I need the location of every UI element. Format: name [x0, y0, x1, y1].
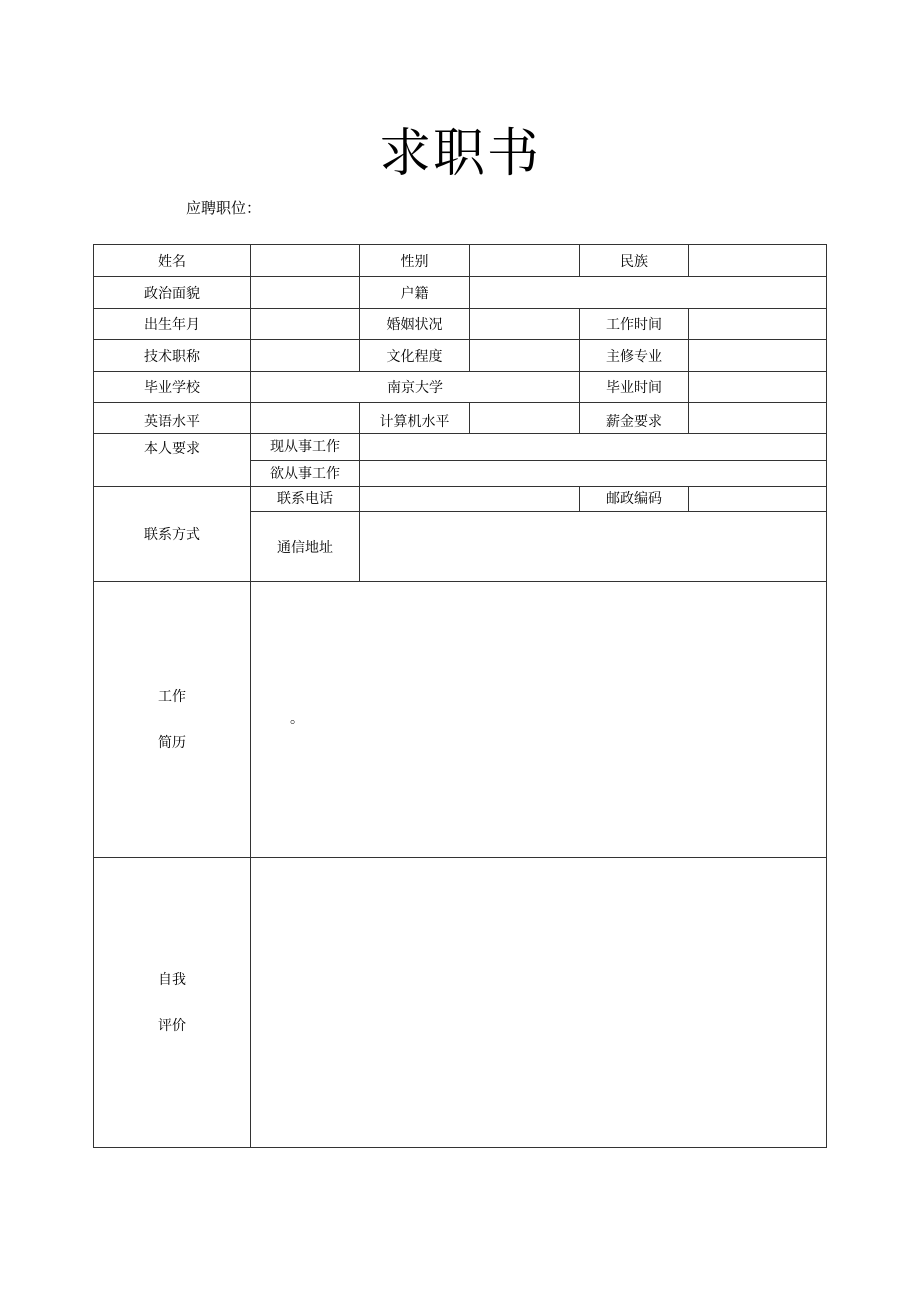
phone-field[interactable] [360, 487, 580, 512]
work-history-field[interactable] [251, 582, 827, 858]
school-field[interactable]: 南京大学 [251, 372, 580, 403]
salary-field[interactable] [689, 403, 827, 434]
ethnicity-label: 民族 [580, 245, 689, 277]
computer-label: 计算机水平 [360, 403, 470, 434]
resume-form-table [93, 244, 827, 1148]
address-label: 通信地址 [251, 512, 360, 582]
work-history-label-line-2: 简历 [158, 734, 186, 751]
english-field[interactable] [251, 403, 360, 434]
household-label: 户籍 [360, 277, 470, 309]
gender-label: 性别 [360, 245, 470, 277]
work-history-label [94, 582, 251, 858]
school-label: 毕业学校 [94, 372, 251, 403]
marital-field[interactable] [470, 309, 580, 340]
self-evaluation-label-line-1: 自我 [158, 971, 186, 988]
marital-label: 婚姻状况 [360, 309, 470, 340]
work-history-label-line-1: 工作 [158, 688, 186, 705]
ethnicity-field[interactable] [689, 245, 827, 277]
birth-field[interactable] [251, 309, 360, 340]
work-time-label: 工作时间 [580, 309, 689, 340]
political-status-field[interactable] [251, 277, 360, 309]
self-evaluation-label-line-2: 评价 [158, 1017, 186, 1034]
self-evaluation-label [94, 858, 251, 1148]
gender-field[interactable] [470, 245, 580, 277]
grad-time-field[interactable] [689, 372, 827, 403]
address-field[interactable] [360, 512, 827, 582]
current-job-field[interactable] [360, 434, 827, 461]
tech-title-field[interactable] [251, 340, 360, 372]
tech-title-label: 技术职称 [94, 340, 251, 372]
work-time-field[interactable] [689, 309, 827, 340]
current-job-label: 现从事工作 [251, 434, 360, 461]
major-field[interactable] [689, 340, 827, 372]
self-evaluation-field[interactable] [251, 858, 827, 1148]
name-label: 姓名 [94, 245, 251, 277]
computer-field[interactable] [470, 403, 580, 434]
name-field[interactable] [251, 245, 360, 277]
contact-label: 联系方式 [94, 487, 251, 582]
education-field[interactable] [470, 340, 580, 372]
postcode-label: 邮政编码 [580, 487, 689, 512]
household-field[interactable] [470, 277, 827, 309]
requirements-label: 本人要求 [94, 434, 251, 487]
phone-label: 联系电话 [251, 487, 360, 512]
position-applied-label: 应聘职位： [186, 199, 262, 217]
salary-label: 薪金要求 [580, 403, 689, 434]
postcode-field[interactable] [689, 487, 827, 512]
education-label: 文化程度 [360, 340, 470, 372]
desired-job-label: 欲从事工作 [251, 461, 360, 487]
page-title: 求职书 [378, 124, 541, 184]
birth-label: 出生年月 [94, 309, 251, 340]
major-label: 主修专业 [580, 340, 689, 372]
desired-job-field[interactable] [360, 461, 827, 487]
english-label: 英语水平 [94, 403, 251, 434]
political-status-label: 政治面貌 [94, 277, 251, 309]
work-history-note: 。 [290, 711, 304, 727]
grad-time-label: 毕业时间 [580, 372, 689, 403]
